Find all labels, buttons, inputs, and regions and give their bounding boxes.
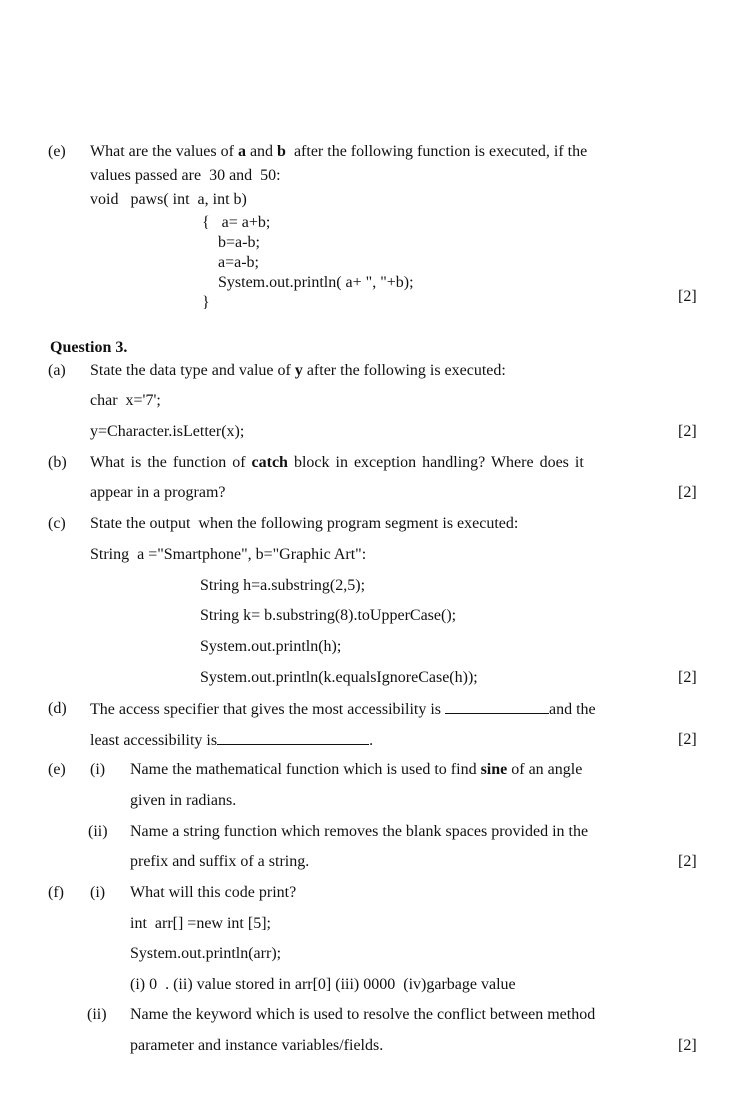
marks: [2]	[678, 1037, 697, 1054]
code-line: y=Character.isLetter(x);	[90, 423, 245, 440]
q3b-question	[90, 453, 584, 473]
q3b-question-cont: appear in a program?	[90, 484, 226, 501]
bold-var: a	[237, 143, 246, 160]
text: What are the values of	[90, 143, 238, 160]
text: .	[369, 732, 374, 749]
code-line: int arr[] =new int [5];	[130, 915, 271, 932]
q3c-question: State the output when the following program segment is executed:	[90, 515, 519, 532]
bold-var: y	[294, 362, 303, 379]
code-line: a=a-b;	[218, 254, 259, 271]
text: Name the mathematical function which is used to find	[130, 761, 481, 778]
q3b-label: (b)	[48, 454, 67, 471]
bold-var: b	[277, 143, 286, 160]
text: block in exception handling? Where does it	[287, 454, 584, 471]
q3e-label: (e)	[48, 761, 66, 778]
marks: [2]	[678, 853, 697, 870]
marks: [2]	[678, 288, 697, 305]
q3f-i-question: What will this code print?	[130, 884, 297, 901]
code-line: String k= b.substring(8).toUpperCase();	[200, 607, 457, 624]
code-line: System.out.println(k.equalsIgnoreCase(h));	[200, 669, 478, 686]
q3a-question	[90, 361, 506, 381]
answer-blank	[217, 730, 369, 745]
sub-label: (ii)	[87, 1006, 107, 1023]
code-line: { a= a+b;	[202, 214, 271, 231]
text: and the	[549, 701, 596, 718]
answer-options: (i) 0 . (ii) value stored in arr[0] (iii) 0000 (iv)garbage value	[130, 976, 516, 993]
code-line: String h=a.substring(2,5);	[200, 577, 366, 594]
q3f-label: (f)	[48, 884, 64, 901]
text: of an angle	[507, 761, 583, 778]
q3e-ii-question-cont: prefix and suffix of a string.	[130, 853, 310, 870]
marks: [2]	[678, 423, 697, 440]
sub-label: (i)	[90, 884, 106, 901]
q3e-i-question	[130, 760, 582, 780]
text: after the following function is executed, if the	[285, 143, 588, 160]
sub-label: (i)	[90, 761, 106, 778]
marks: [2]	[678, 731, 697, 748]
answer-blank	[445, 699, 549, 714]
q3d-question-cont	[90, 730, 373, 751]
bold-keyword: sine	[480, 761, 508, 778]
q3a-label: (a)	[48, 362, 66, 379]
q2e-question	[90, 142, 587, 162]
code-line: System.out.println(arr);	[130, 945, 282, 962]
code-line: char x='7';	[90, 392, 161, 409]
bold-keyword: catch	[251, 454, 288, 471]
q3c-label: (c)	[48, 515, 66, 532]
text: least accessibility is	[90, 732, 218, 749]
q3d-question	[90, 699, 596, 720]
text: What is the function of	[90, 454, 252, 471]
code-line: }	[202, 294, 210, 311]
q3e-ii-question: Name a string function which removes the blank spaces provided in the	[130, 823, 589, 840]
q2e-question-cont: values passed are 30 and 50:	[90, 167, 281, 184]
q3d-label: (d)	[48, 700, 67, 717]
marks: [2]	[678, 669, 697, 686]
code-line: b=a-b;	[218, 234, 260, 251]
q2e-label: (e)	[48, 143, 66, 160]
code-line: void paws( int a, int b)	[90, 191, 247, 208]
code-line: System.out.println(h);	[200, 638, 342, 655]
q3f-ii-question-cont: parameter and instance variables/fields.	[130, 1037, 384, 1054]
text: The access specifier that gives the most accessibility is	[90, 701, 441, 718]
code-line: System.out.println( a+ ", "+b);	[218, 274, 414, 291]
sub-label: (ii)	[88, 823, 108, 840]
code-line: String a ="Smartphone", b="Graphic Art":	[90, 546, 367, 563]
question-heading: Question 3.	[50, 339, 128, 356]
q3e-i-question-cont: given in radians.	[130, 792, 237, 809]
marks: [2]	[678, 484, 697, 501]
text: State the data type and value of	[90, 362, 295, 379]
text: and	[245, 143, 278, 160]
text: after the following is executed:	[302, 362, 506, 379]
q3f-ii-question: Name the keyword which is used to resolve the conflict between method	[130, 1006, 596, 1023]
